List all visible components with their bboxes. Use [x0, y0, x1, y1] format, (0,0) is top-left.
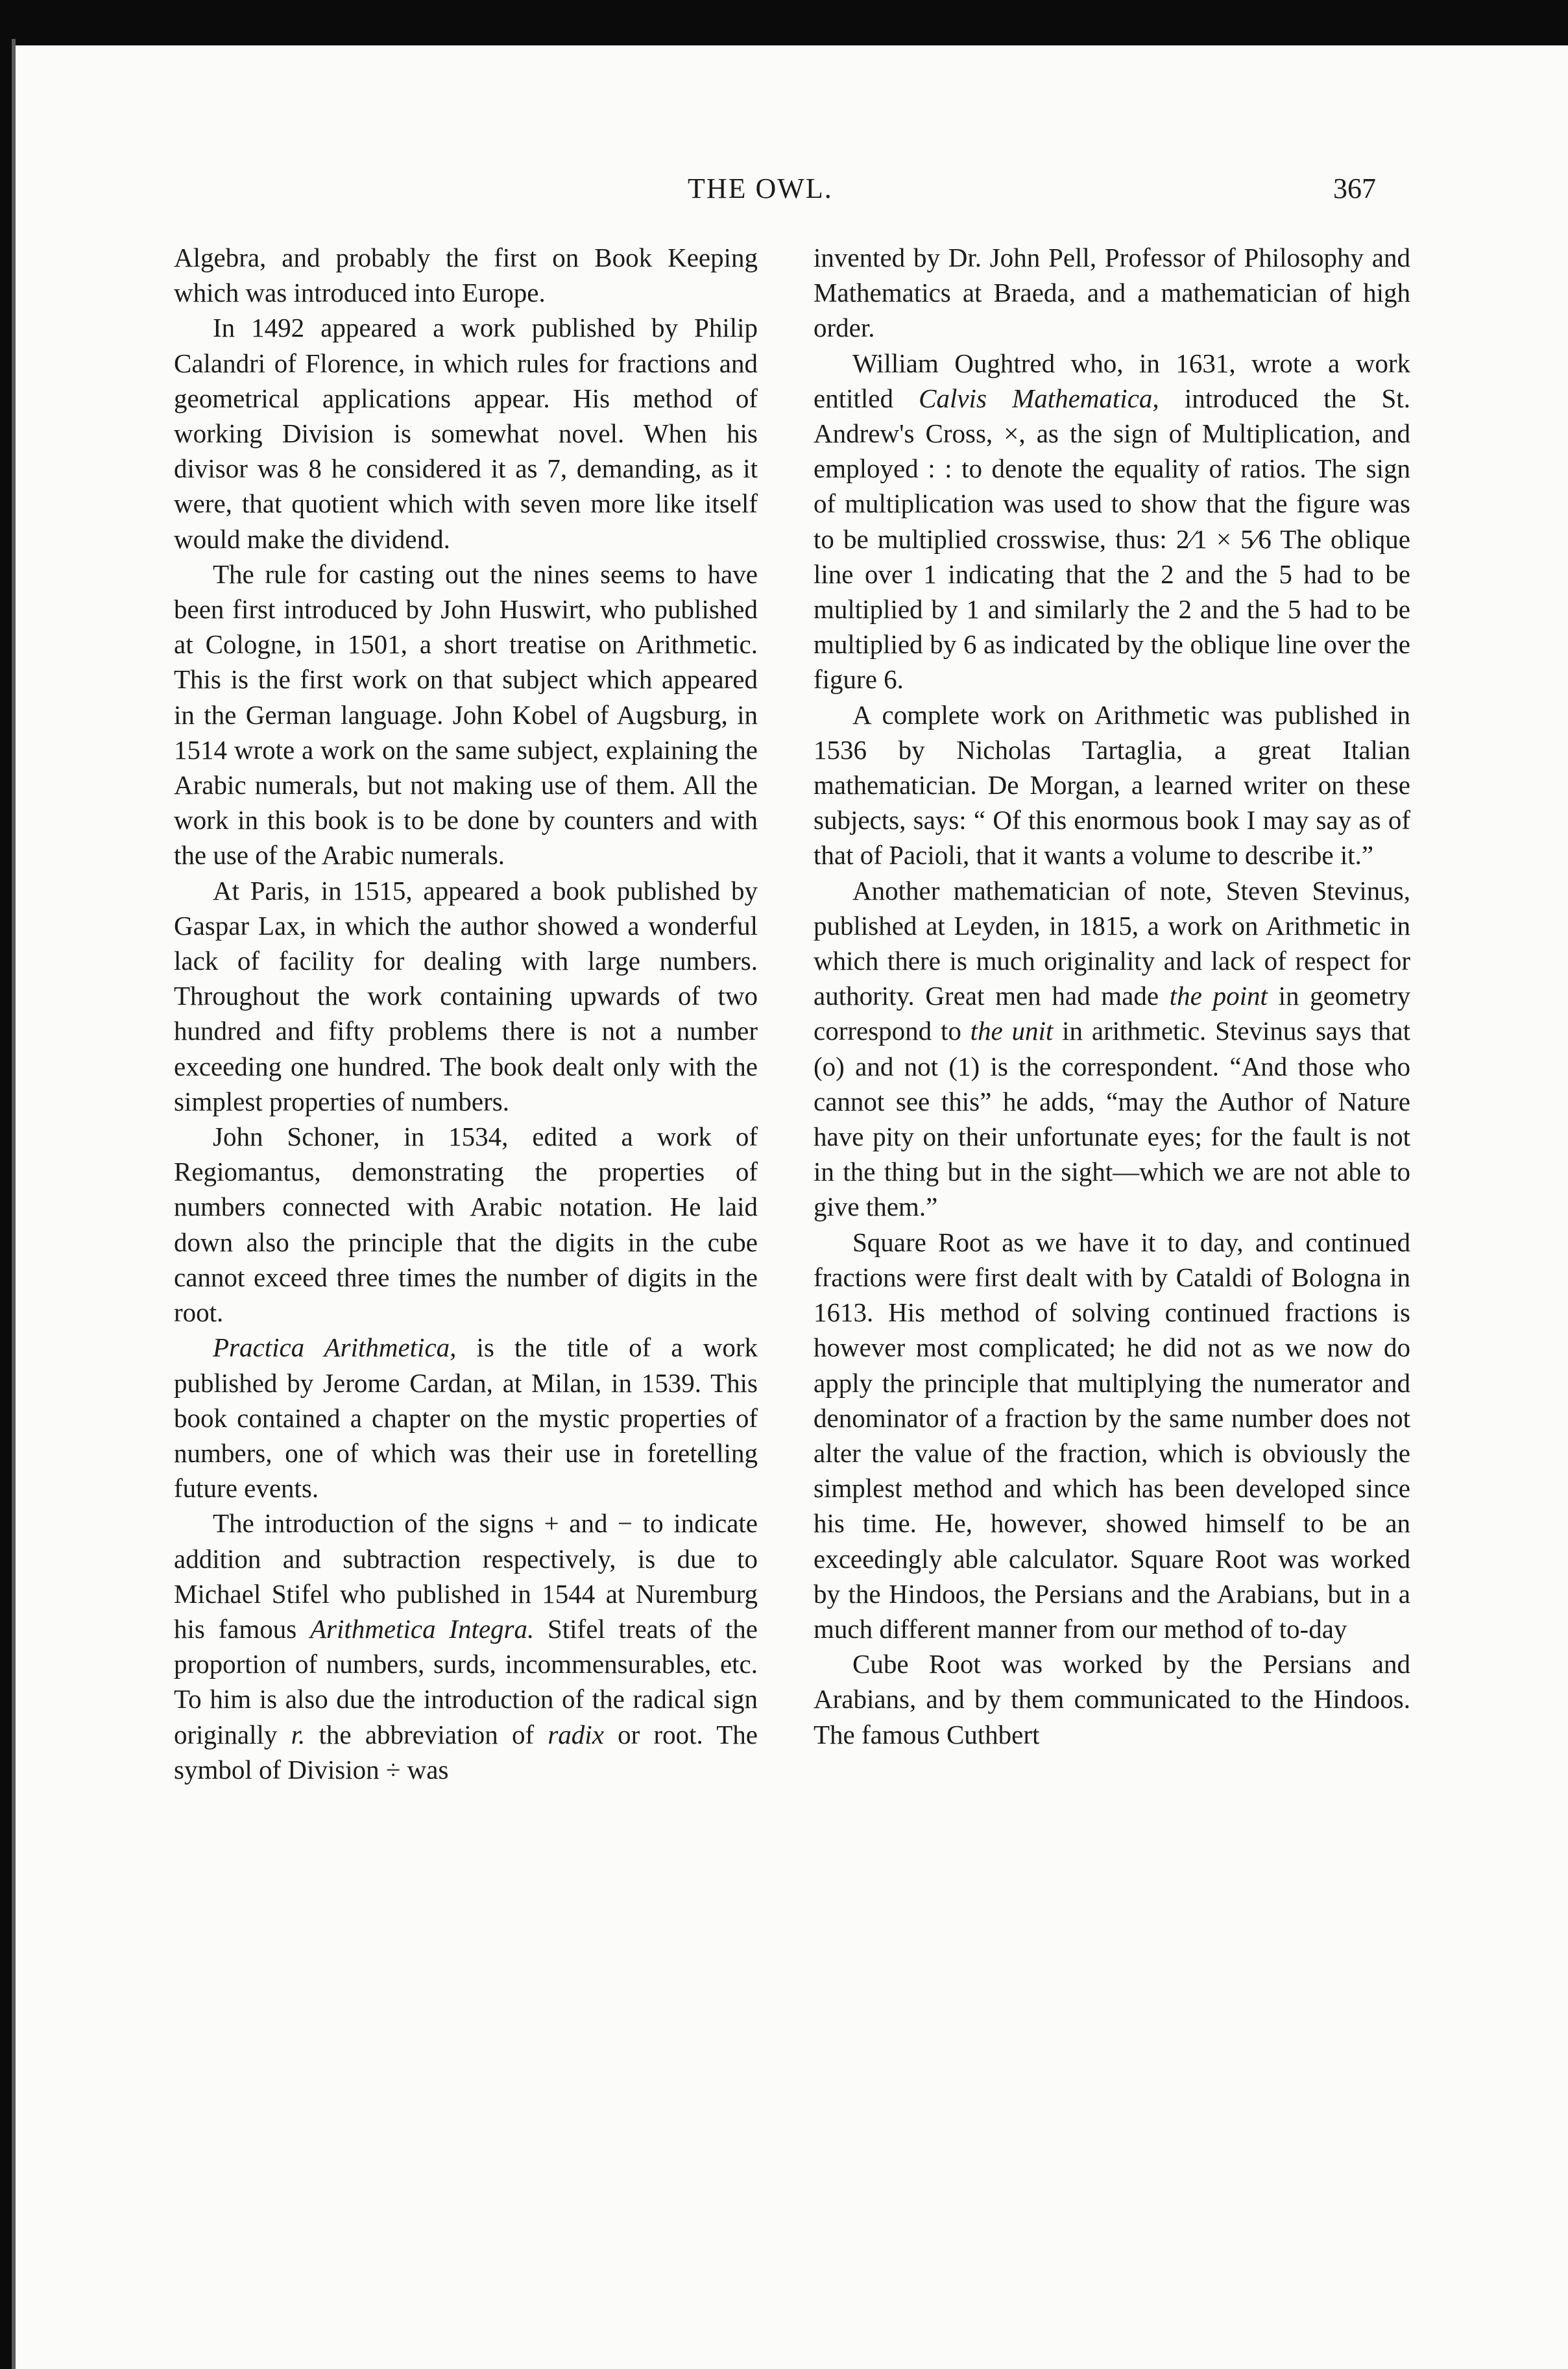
- paragraph: [174, 1330, 758, 1506]
- paragraph-text: The introduction of the signs + and − to indicate addition and subtraction respectively, is due to Michael Stifel who published in 1544 at Nuremburg his famous: [174, 1508, 758, 1644]
- scan-border-top: [0, 0, 1568, 45]
- paragraph: [814, 873, 1410, 1225]
- paragraph: invented by Dr. John Pell, Professor of Philosophy and Mathematics at Braeda, and a mathematician of high order.: [814, 243, 1410, 343]
- paragraph: In 1492 appeared a work published by Philip Calandri of Florence, in which rules for fractions and geometrical applications appear. His method of working Division is somewhat novel. When his divisor was 8 he considered it as 7, demanding, as it were, that quotient which with seven more like itself would make the dividend.: [174, 313, 758, 554]
- paragraph: At Paris, in 1515, appeared a book published by Gaspar Lax, in which the author showed a wonderful lack of facility for dealing with large numbers. Throughout the work containing upwards of two hundred and fifty problems there is not a number exceeding one hundred. The book dealt only with the simplest properties of numbers.: [174, 875, 758, 1116]
- paragraph-text: Another mathematician of note, Steven Stevinus, published at Leyden, in 1815, a work on Arithmetic in which there is much originality and lack of respect for authority. Great men had made: [814, 875, 1410, 1011]
- paragraph-text: Stifel treats of the proportion of numbers, surds, incommensurables, etc. To him is also due the introduction of the radical sign originally: [174, 1613, 758, 1750]
- paragraph: [814, 346, 1410, 697]
- book-title: Calvis Mathematica,: [919, 383, 1159, 413]
- book-title: Practica Arithmetica,: [213, 1332, 457, 1363]
- paragraph: Square Root as we have it to day, and continued fractions were first dealt with by Cataldi of Bologna in 1613. His method of solving continued fractions is however most complicated; he did not as we now do apply the principle that multiplying the numerator and denominator of a fraction by the same number does not alter the value of the fraction, which is obviously the simplest method and which has been developed since his time. He, however, showed himself to be an exceedingly able calculator. Square Root was worked by the Hindoos, the Persians and the Arabians, but in a much different manner from our method of to-day: [814, 1227, 1410, 1644]
- paragraph-text: introduced the St. Andrew's Cross, ×, as the sign of Multiplication, and employed : : to denote the equality of ratios. The sign of multiplication was used to show that the figure was to be multiplied crosswise, thus:: [814, 383, 1410, 554]
- paragraph-text: is the title of a work published by Jerome Cardan, at Milan, in 1539. This book contained a chapter on the mystic properties of numbers, one of which was their use in foretelling future events.: [174, 1332, 758, 1504]
- left-column: [174, 240, 758, 1787]
- italic-term: the unit: [970, 1016, 1054, 1046]
- paragraph: Algebra, and probably the first on Book Keeping which was introduced into Europe.: [174, 243, 758, 308]
- paragraph: The rule for casting out the nines seems to have been first introduced by John Huswirt, who published at Cologne, in 1501, a short treatise on Arithmetic. This is the first work on that subject which appeared in the German language. John Kobel of Augsburg, in 1514 wrote a work on the same subject, explaining the Arabic numerals, but not making use of them. All the work in this book is to be done by counters and with the use of the Arabic numerals.: [174, 559, 758, 871]
- paragraph-text: William Oughtred who, in 1631, wrote a work entitled: [814, 348, 1410, 413]
- italic-term: r.: [291, 1719, 306, 1750]
- paragraph: John Schoner, in 1534, edited a work of Regiomantus, demonstrating the properties of numbers connected with Arabic notation. He laid down also the principle that the digits in the cube cannot exceed three times the number of digits in the root.: [174, 1122, 758, 1328]
- page-header: [0, 172, 1568, 217]
- paragraph: [174, 1506, 758, 1787]
- paragraph: A complete work on Arithmetic was published in 1536 by Nicholas Tartaglia, a great Italian mathematician. De Morgan, a learned writer on these subjects, says: “ Of this enormous book I may say as of that of Pacioli, that it wants a volume to describe it.”: [814, 699, 1410, 871]
- scan-border-left: [0, 0, 12, 2369]
- paragraph-text: in geometry correspond to: [814, 981, 1410, 1046]
- italic-term: the point: [1169, 981, 1268, 1011]
- paragraph: Cube Root was worked by the Persians and Arabians, and by them communicated to the Hindoos. The famous Cuthbert: [814, 1649, 1410, 1750]
- paragraph-text: the abbreviation of: [305, 1719, 548, 1750]
- cross-multiplication-figure: 2⁄1 × 5⁄6: [1176, 523, 1272, 554]
- scan-border-shadow: [12, 39, 16, 2369]
- right-column: [814, 240, 1410, 1752]
- page-number: 367: [1333, 173, 1376, 204]
- paragraph-text: or root. The symbol of Division ÷ was: [174, 1719, 758, 1785]
- paragraph-text: The oblique line over 1 indicating that the 2 and the 5 had to be multiplied by 1 and similarly the 2 and the 5 had to be multiplied by 6 as indicated by the oblique line over the figure 6.: [814, 523, 1410, 695]
- running-title: THE OWL.: [688, 173, 833, 204]
- paragraph-text: in arithmetic. Stevinus says that (o) and not (1) is the correspondent. “And those who cannot see this” he adds, “may the Author of Nature have pity on their unfortunate eyes; for the fault is not in the thing but in the sight—which we are not able to give them.”: [814, 1016, 1410, 1222]
- italic-term: radix: [548, 1719, 604, 1750]
- book-title: Arithmetica Integra.: [310, 1613, 535, 1644]
